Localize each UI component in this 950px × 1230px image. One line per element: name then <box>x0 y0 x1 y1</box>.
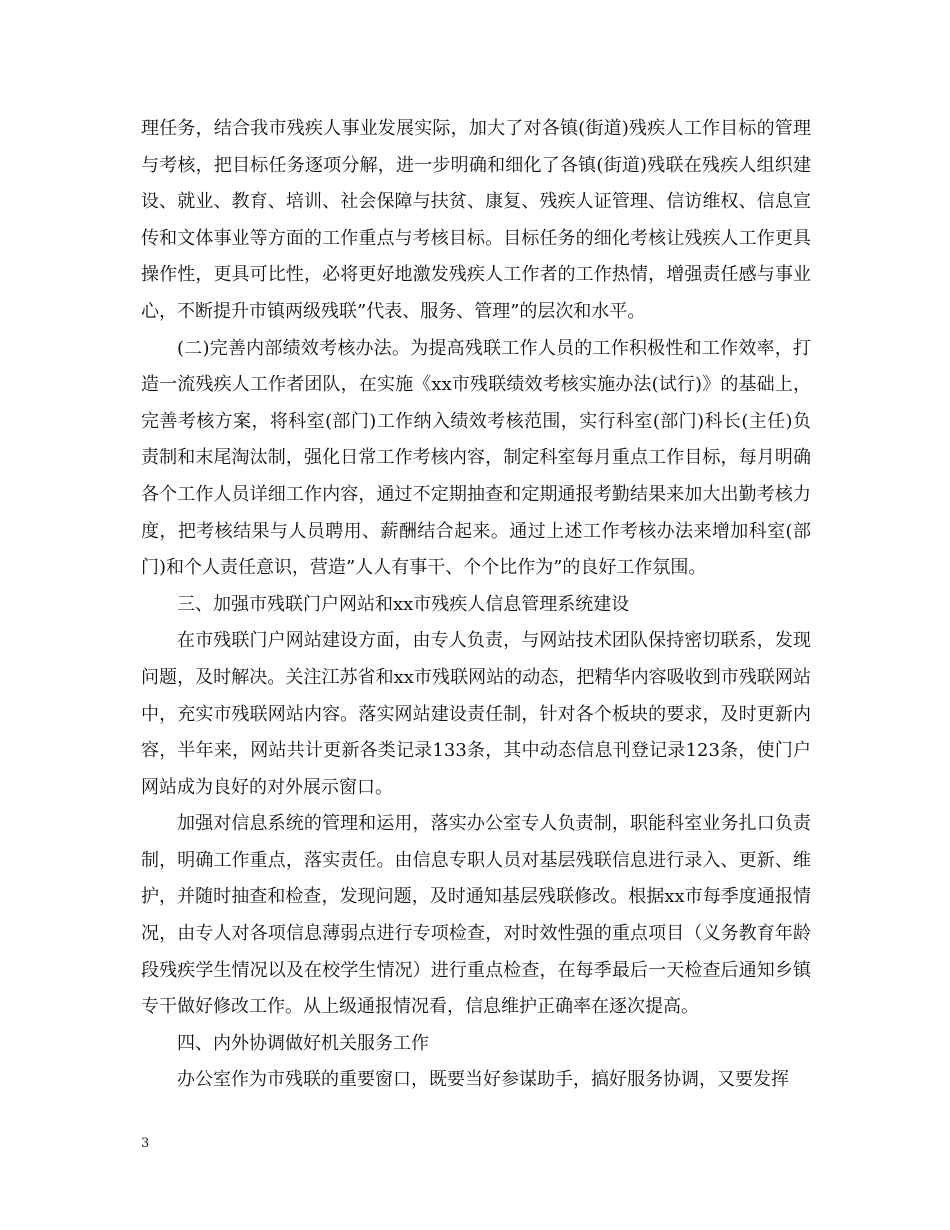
paragraph-info-system: 加强对信息系统的管理和运用，落实办公室专人负责制，职能科室业务扎口负责制，明确工作重点，落实责任。由信息专职人员对基层残联信息进行录入、更新、维护，并随时抽查和检查，发现问题，及时通知基层残联修改。根据xx市每季度通报情况，由专人对各项信息薄弱点进行专项检查，对时效性强的重点项目（义务教育年龄段残疾学生情况以及在校学生情况）进行重点检查，在每季最后一天检查后通知乡镇专干做好修改工作。从上级通报情况看，信息维护正确率在逐次提高。 <box>141 813 811 1018</box>
paragraph-website-construction: 在市残联门户网站建设方面，由专人负责，与网站技术团队保持密切联系，发现问题，及时解决。关注江苏省和xx市残联网站的动态，把精华内容吸收到市残联网站中，充实市残联网站内容。落实网站建设责任制，针对各个板块的要求，及时更新内容，半年来，网站共计更新各类记录133条，其中动态信息刊登记录123条，使门户网站成为良好的对外展示窗口。 <box>141 630 811 798</box>
section-heading-website: 三、加强市残联门户网站和xx市残疾人信息管理系统建设 <box>177 593 630 615</box>
document-body <box>141 111 811 1099</box>
section-heading-coordination: 四、内外协调做好机关服务工作 <box>177 1032 429 1054</box>
page-number: 3 <box>141 1136 150 1151</box>
paragraph-performance-assessment: (二)完善内部绩效考核办法。为提高残联工作人员的工作积极性和工作效率，打造一流残疾人工作者团队，在实施《xx市残联绩效考核实施办法(试行)》的基础上，完善考核方案，将科室(部门)工作纳入绩效考核范围，实行科室(部门)科长(主任)负责制和末尾淘汰制，强化日常工作考核内容，制定科室每月重点工作目标，每月明确各个工作人员详细工作内容，通过不定期抽查和定期通报考勤结果来加大出勤考核力度，把考核结果与人员聘用、薪酬结合起来。通过上述工作考核办法来增加科室(部门)和个人责任意识，营造”人人有事干、个个比作为”的良好工作氛围。 <box>141 337 811 579</box>
paragraph-office-role: 办公室作为市残联的重要窗口，既要当好参谋助手，搞好服务协调，又要发挥 <box>177 1069 789 1091</box>
paragraph-continuation: 理任务，结合我市残疾人事业发展实际，加大了对各镇(街道)残疾人工作目标的管理与考核，把目标任务逐项分解，进一步明确和细化了各镇(街道)残联在残疾人组织建设、就业、教育、培训、社会保障与扶贫、康复、残疾人证管理、信访维权、信息宣传和文体事业等方面的工作重点与考核目标。目标任务的细化考核让残疾人工作更具操作性，更具可比性，必将更好地激发残疾人工作者的工作热情，增强责任感与事业心，不断提升市镇两级残联”代表、服务、管理”的层次和水平。 <box>141 118 811 322</box>
